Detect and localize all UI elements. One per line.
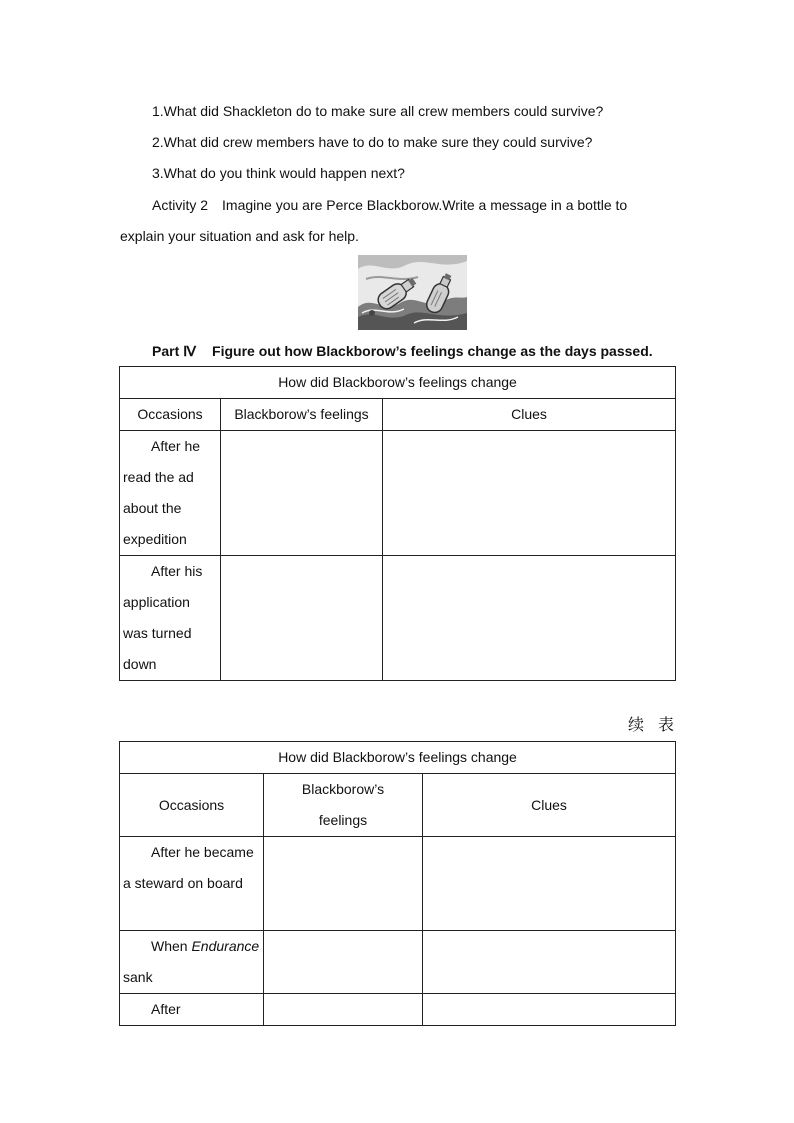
table-1-header-feelings: Blackborow’s feelings [221, 399, 383, 431]
table-2-header-clues: Clues [423, 774, 676, 837]
occasion-suffix: sank [123, 969, 153, 985]
feelings-table-2 [119, 741, 676, 1026]
table-row [120, 431, 676, 556]
message-in-a-bottle-illustration [358, 255, 467, 330]
table-1-header-clues: Clues [383, 399, 676, 431]
occasion-text: After he became a steward on board [123, 844, 254, 891]
table-2-row-3-occasion [120, 994, 264, 1026]
table-row [120, 931, 676, 994]
activity-2-text: Imagine you are Perce Blackborow.Write a message in a bottle to [222, 197, 628, 213]
occasion-text: After he read the ad about the expedition [123, 438, 201, 547]
occasion-prefix: When [151, 938, 188, 954]
table-1-header-occasions: Occasions [120, 399, 221, 431]
table-2-title: How did Blackborow’s feelings change [120, 742, 676, 774]
part-4-label: Part Ⅳ [152, 343, 197, 359]
occasion-text: After his application was turned down [123, 563, 203, 672]
question-1: 1.What did Shackleton do to make sure all crew members could survive? [152, 103, 604, 119]
table-2-header-feelings: Blackborow’s feelings [264, 774, 423, 837]
table-2-row-2-feelings[interactable] [264, 931, 423, 994]
question-2: 2.What did crew members have to do to make sure they could survive? [152, 134, 593, 150]
table-2-row-1-occasion [120, 837, 264, 931]
part-4-instruction: Figure out how Blackborow’s feelings change as the days passed. [212, 343, 653, 359]
table-row [120, 837, 676, 931]
feelings-table-1 [119, 366, 676, 681]
table-1-row-2-clues[interactable] [383, 556, 676, 681]
activity-2-line1 [120, 190, 707, 221]
table-2-row-3-clues[interactable] [423, 994, 676, 1026]
table-2-row-1-feelings[interactable] [264, 837, 423, 931]
activity-2-line2: explain your situation and ask for help. [120, 228, 359, 244]
table-2-row-2-clues[interactable] [423, 931, 676, 994]
table-2-header-occasions: Occasions [120, 774, 264, 837]
ship-name-endurance: Endurance [191, 938, 260, 954]
part-4-heading [152, 336, 653, 367]
table-2-row-2-occasion [120, 931, 264, 994]
table-2-row-1-clues[interactable] [423, 837, 676, 931]
occasion-text: After [151, 1001, 181, 1017]
continued-table-label: 续表 [627, 717, 688, 734]
table-1-row-1-feelings[interactable] [221, 431, 383, 556]
table-1-title: How did Blackborow’s feelings change [120, 367, 676, 399]
table-1-row-1-clues[interactable] [383, 431, 676, 556]
table-2-row-3-feelings[interactable] [264, 994, 423, 1026]
table-row [120, 994, 676, 1026]
activity-2-label: Activity 2 [152, 197, 209, 213]
table-1-row-2-feelings[interactable] [221, 556, 383, 681]
table-1-row-1-occasion [120, 431, 221, 556]
question-3: 3.What do you think would happen next? [152, 165, 405, 181]
table-row [120, 556, 676, 681]
table-1-row-2-occasion [120, 556, 221, 681]
